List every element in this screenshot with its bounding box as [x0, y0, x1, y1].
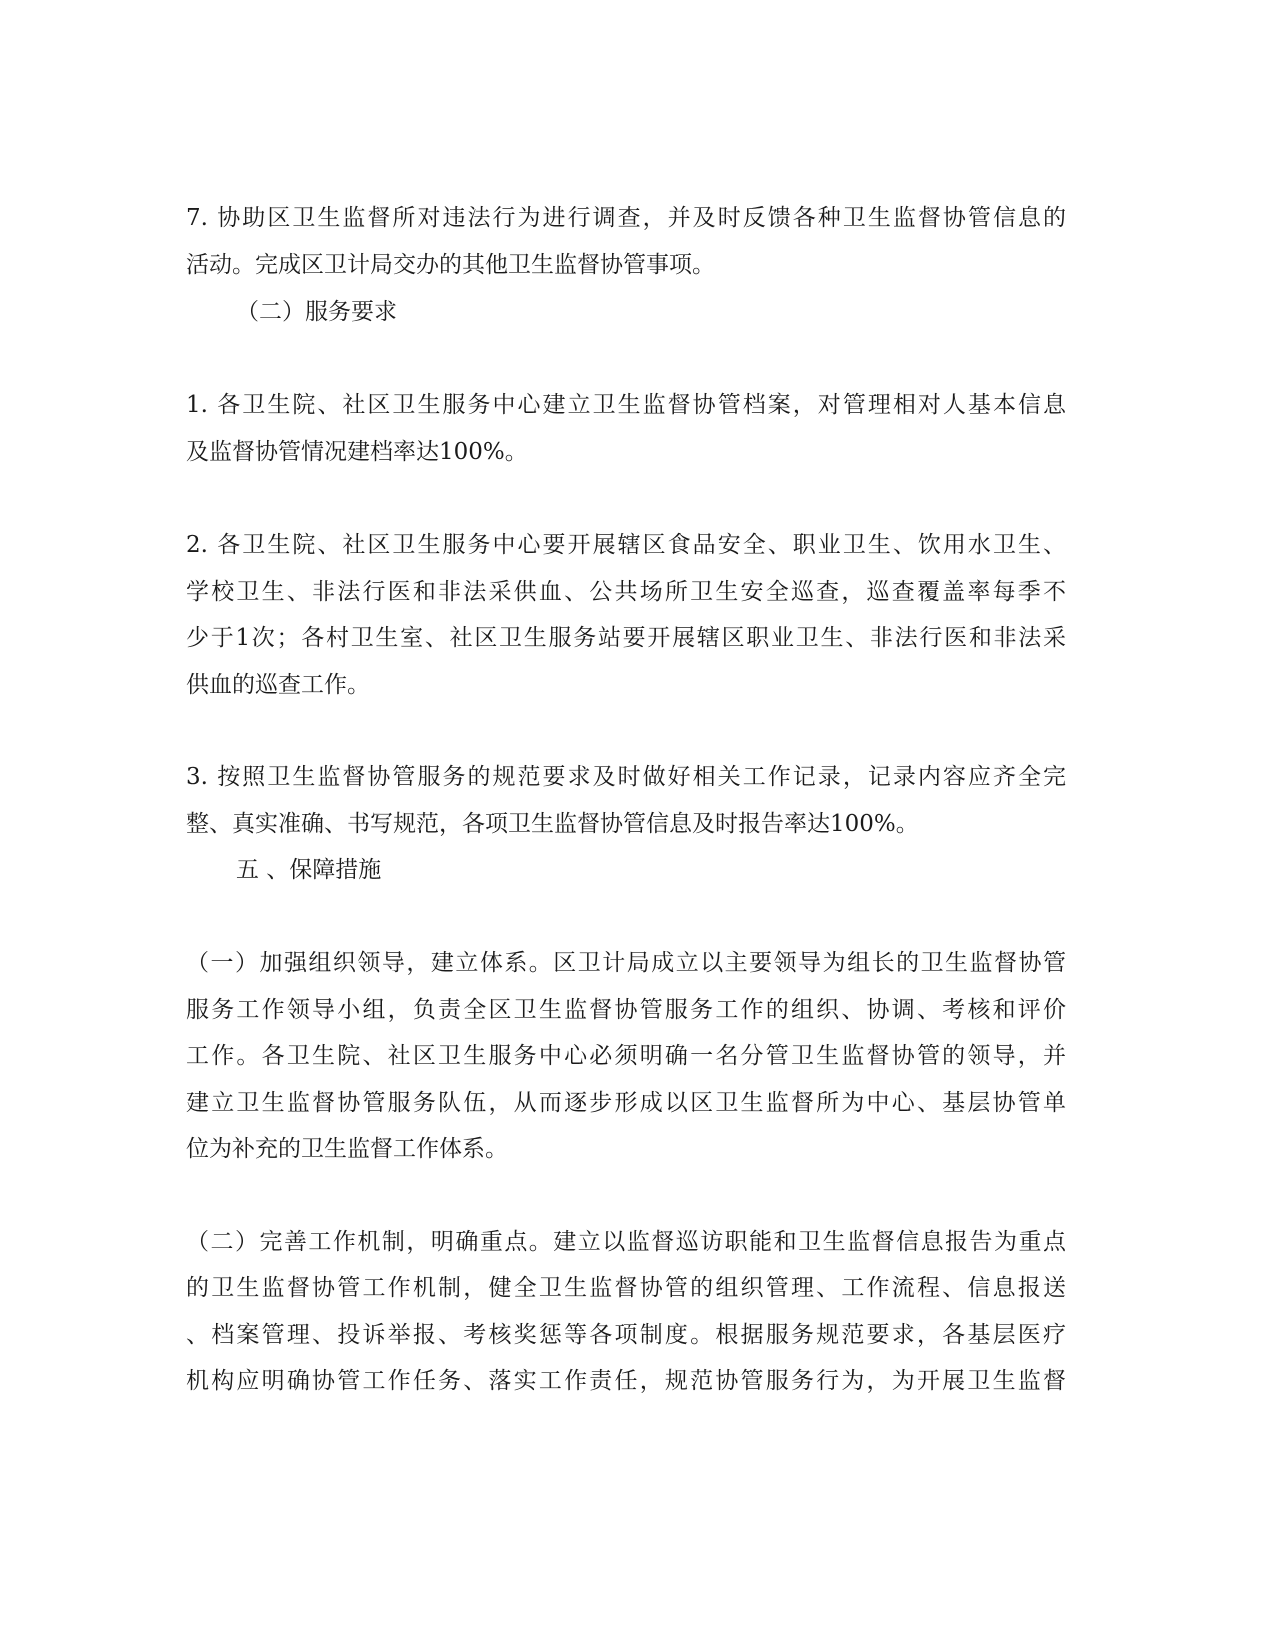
text-line: 少于1次；各村卫生室、社区卫生服务站要开展辖区职业卫生、非法行医和非法采 — [186, 625, 1066, 651]
text-line: 活动。完成区卫计局交办的其他卫生监督协管事项。 — [186, 252, 715, 278]
text-line: 1. 各卫生院、社区卫生服务中心建立卫生监督协管档案，对管理相对人基本信息 — [186, 392, 1066, 418]
text-line: 及监督协管情况建档率达100%。 — [186, 439, 528, 465]
text-line: 2. 各卫生院、社区卫生服务中心要开展辖区食品安全、职业卫生、饮用水卫生、 — [186, 532, 1066, 558]
text-line: 供血的巡查工作。 — [186, 672, 370, 698]
text-line: 整、真实准确、书写规范，各项卫生监督协管信息及时报告率达100%。 — [186, 811, 919, 837]
text-line: 服务工作领导小组，负责全区卫生监督协管服务工作的组织、协调、考核和评价 — [186, 997, 1066, 1023]
text-line: 建立卫生监督协管服务队伍，从而逐步形成以区卫生监督所为中心、基层协管单 — [186, 1090, 1066, 1116]
text-line: 的卫生监督协管工作机制，健全卫生监督协管的组织管理、工作流程、信息报送 — [186, 1275, 1066, 1301]
section-heading: 五 、保障措施 — [236, 857, 382, 883]
text-line: 学校卫生、非法行医和非法采供血、公共场所卫生安全巡查，巡查覆盖率每季不 — [186, 579, 1066, 605]
text-line: （二）完善工作机制，明确重点。建立以监督巡访职能和卫生监督信息报告为重点 — [186, 1229, 1066, 1255]
text-line: 机构应明确协管工作任务、落实工作责任，规范协管服务行为，为开展卫生监督 — [186, 1368, 1066, 1394]
text-line: （一）加强组织领导，建立体系。区卫计局成立以主要领导为组长的卫生监督协管 — [186, 950, 1066, 976]
section-heading: （二）服务要求 — [236, 299, 397, 325]
text-line: 7. 协助区卫生监督所对违法行为进行调查，并及时反馈各种卫生监督协管信息的 — [186, 205, 1066, 231]
text-line: 位为补充的卫生监督工作体系。 — [186, 1136, 508, 1162]
text-line: 、档案管理、投诉举报、考核奖惩等各项制度。根据服务规范要求，各基层医疗 — [186, 1322, 1066, 1348]
text-line: 3. 按照卫生监督协管服务的规范要求及时做好相关工作记录，记录内容应齐全完 — [186, 764, 1066, 790]
text-line: 工作。各卫生院、社区卫生服务中心必须明确一名分管卫生监督协管的领导，并 — [186, 1043, 1066, 1069]
